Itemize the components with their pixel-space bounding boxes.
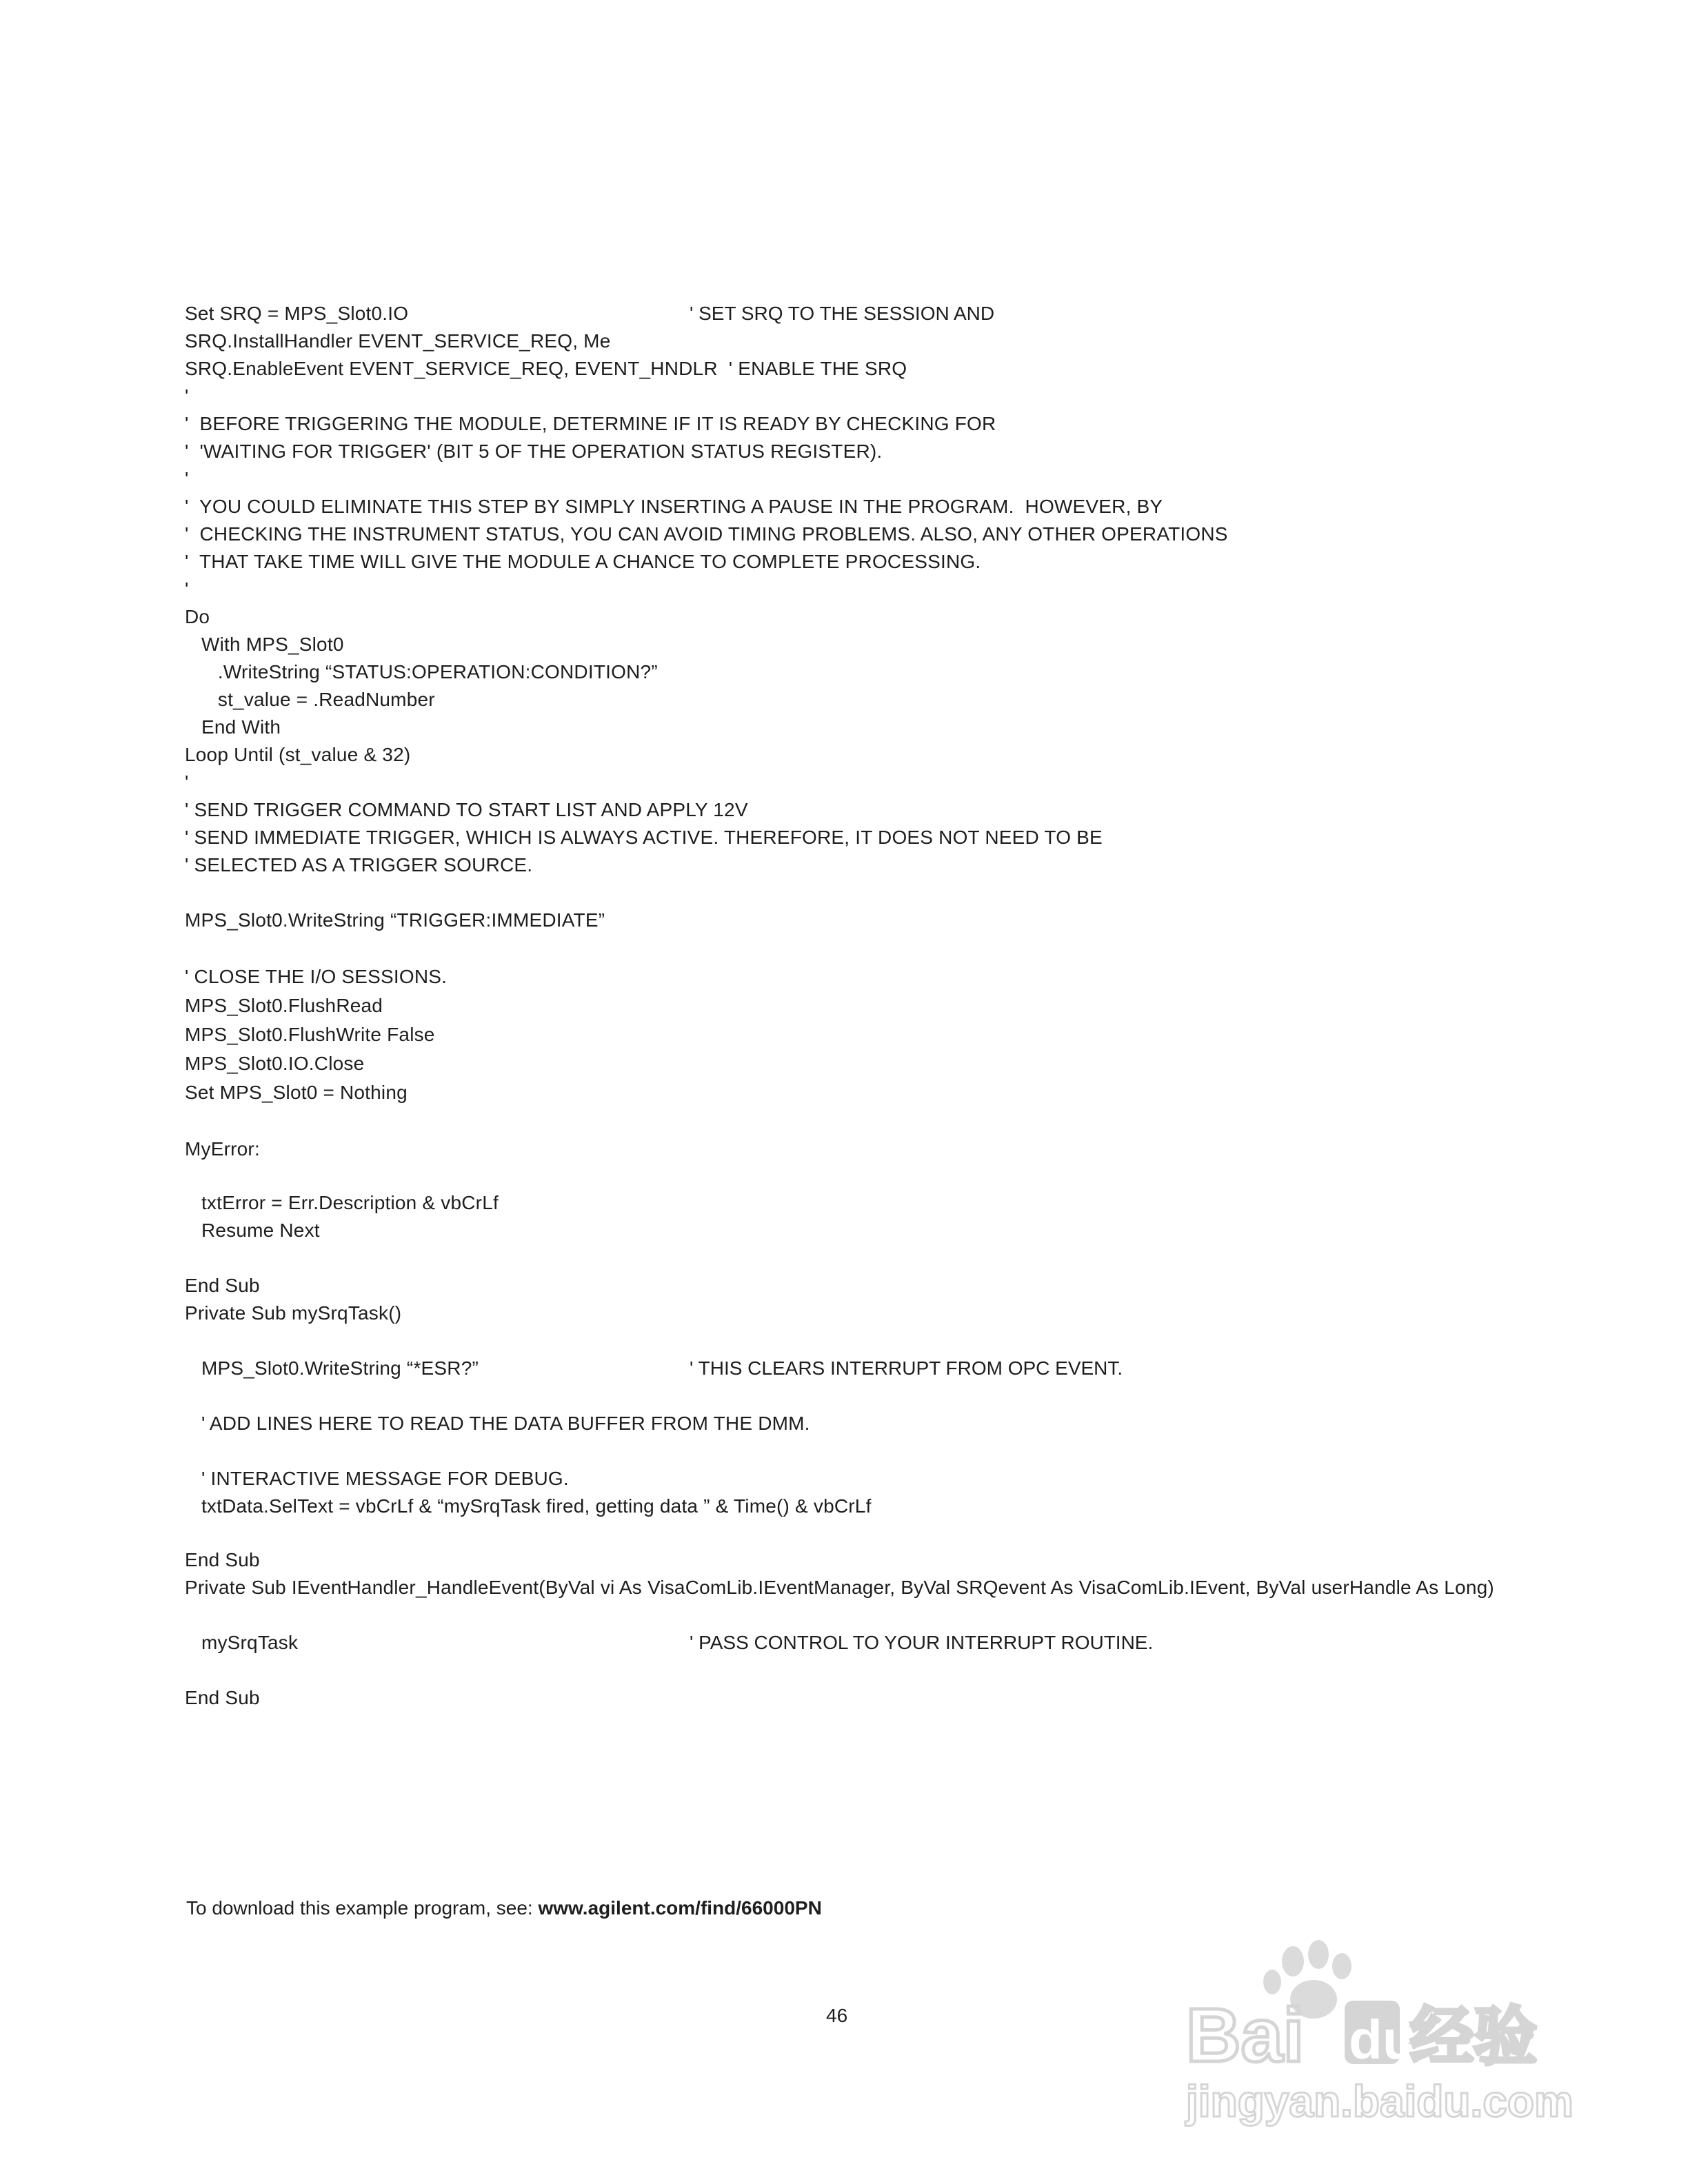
code-line: '	[185, 385, 189, 407]
code-line: MPS_Slot0.WriteString “TRIGGER:IMMEDIATE”	[185, 909, 605, 931]
code-line: MyError:	[185, 1138, 260, 1160]
code-line: MPS_Slot0.FlushWrite False	[185, 1024, 435, 1045]
code-line: ' SEND TRIGGER COMMAND TO START LIST AND APPLY 12V	[185, 799, 748, 820]
code-line: End With	[185, 716, 281, 738]
code-line: '	[185, 771, 189, 793]
page-number: 46	[826, 2005, 848, 2026]
watermark-brand: Bai	[1186, 1993, 1305, 2078]
code-line: End Sub	[185, 1687, 260, 1708]
code-line: mySrqTask	[185, 1632, 299, 1653]
code-line: ' THAT TAKE TIME WILL GIVE THE MODULE A CHANCE TO COMPLETE PROCESSING.	[185, 551, 981, 572]
code-line: MPS_Slot0.FlushRead	[185, 995, 383, 1016]
code-line: txtData.SelText = vbCrLf & “mySrqTask fired, getting data ” & Time() & vbCrLf	[185, 1495, 872, 1517]
code-line: ' ADD LINES HERE TO READ THE DATA BUFFER FROM THE DMM.	[185, 1413, 810, 1434]
code-line: SRQ.EnableEvent EVENT_SERVICE_REQ, EVENT_HNDLR ' ENABLE THE SRQ	[185, 358, 907, 379]
code-comment: ' SET SRQ TO THE SESSION AND	[690, 303, 995, 324]
download-link[interactable]: www.agilent.com/find/66000PN	[538, 1897, 822, 1919]
code-line: Private Sub mySrqTask()	[185, 1302, 402, 1324]
code-line: Loop Until (st_value & 32)	[185, 744, 411, 765]
code-line: Private Sub IEventHandler_HandleEvent(ByVal vi As VisaComLib.IEventManager, ByVal SRQevent As VisaComLib.IEvent, ByVal userHandle As Long)	[185, 1577, 1494, 1598]
code-comment: ' THIS CLEARS INTERRUPT FROM OPC EVENT.	[690, 1357, 1123, 1379]
code-line: End Sub	[185, 1549, 260, 1570]
download-note-text: To download this example program, see:	[186, 1897, 539, 1919]
code-line: Set MPS_Slot0 = Nothing	[185, 1082, 408, 1103]
download-note	[186, 1896, 822, 1921]
code-line: End Sub	[185, 1275, 260, 1296]
code-line: ' SEND IMMEDIATE TRIGGER, WHICH IS ALWAYS ACTIVE. THEREFORE, IT DOES NOT NEED TO BE	[185, 827, 1103, 848]
code-line: .WriteString “STATUS:OPERATION:CONDITION?”	[185, 661, 658, 682]
code-line: ' YOU COULD ELIMINATE THIS STEP BY SIMPLY INSERTING A PAUSE IN THE PROGRAM. HOWEVER, BY	[185, 496, 1163, 517]
code-line: ' CHECKING THE INSTRUMENT STATUS, YOU CAN AVOID TIMING PROBLEMS. ALSO, ANY OTHER OPERATIONS	[185, 523, 1228, 545]
code-line: SRQ.InstallHandler EVENT_SERVICE_REQ, Me	[185, 330, 611, 352]
code-line: Set SRQ = MPS_Slot0.IO	[185, 303, 409, 324]
code-comment: ' PASS CONTROL TO YOUR INTERRUPT ROUTINE.	[690, 1632, 1154, 1653]
code-line: Do	[185, 606, 210, 627]
code-line: ' CLOSE THE I/O SESSIONS.	[185, 966, 448, 987]
code-line: MPS_Slot0.IO.Close	[185, 1053, 365, 1074]
watermark-brand-du: du	[1349, 2009, 1416, 2070]
code-line: With MPS_Slot0	[185, 634, 344, 655]
code-line: ' 'WAITING FOR TRIGGER' (BIT 5 OF THE OPERATION STATUS REGISTER).	[185, 441, 883, 462]
code-line: ' INTERACTIVE MESSAGE FOR DEBUG.	[185, 1468, 569, 1489]
baidu-jingyan-watermark	[1172, 1923, 1586, 2130]
watermark-brand-cn: 经验	[1410, 2000, 1538, 2074]
code-line: ' SELECTED AS A TRIGGER SOURCE.	[185, 854, 533, 876]
code-line: '	[185, 468, 189, 489]
code-line: st_value = .ReadNumber	[185, 689, 435, 710]
code-line: MPS_Slot0.WriteString “*ESR?”	[185, 1357, 479, 1379]
code-line: ' BEFORE TRIGGERING THE MODULE, DETERMINE IF IT IS READY BY CHECKING FOR	[185, 413, 996, 434]
code-line: '	[185, 578, 189, 600]
watermark-url: jingyan.baidu.com	[1186, 2076, 1574, 2126]
code-line: Resume Next	[185, 1220, 320, 1241]
code-line: txtError = Err.Description & vbCrLf	[185, 1192, 499, 1213]
